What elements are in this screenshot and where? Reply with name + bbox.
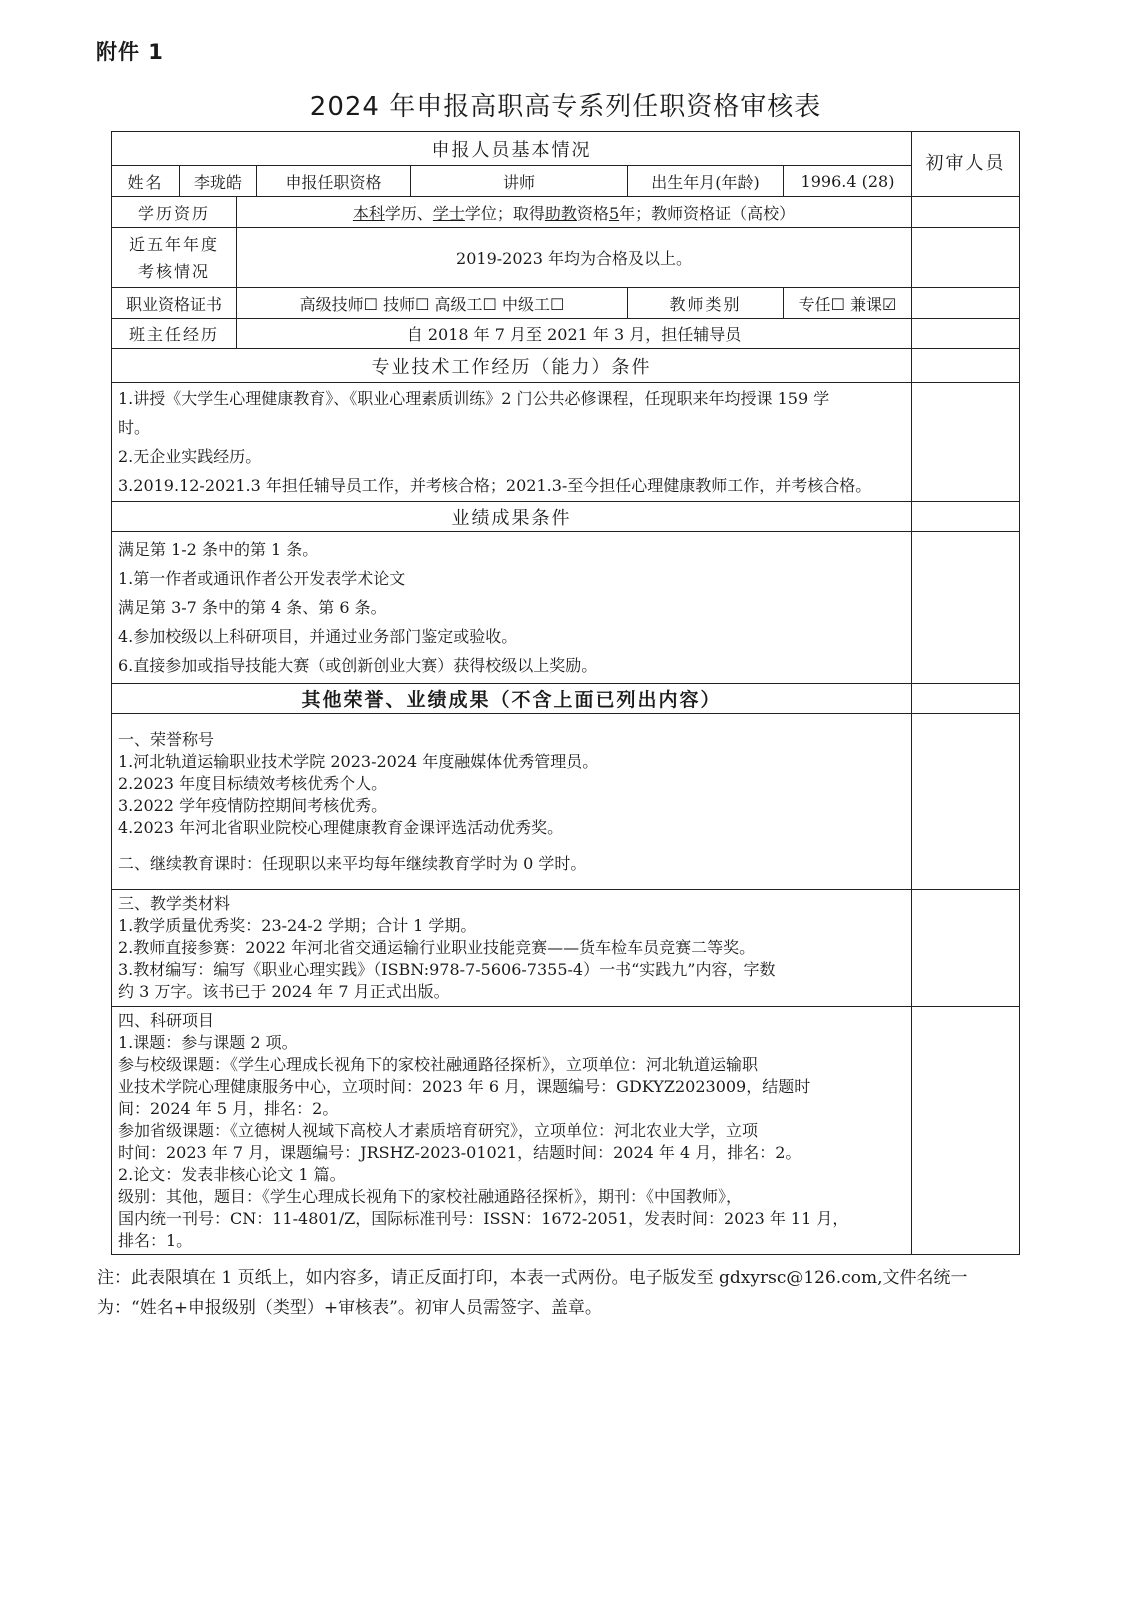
teacher-type-label: 教师类别 — [628, 288, 784, 319]
reviewer-cell-other-heading — [912, 684, 1020, 714]
head-teacher-value: 自 2018 年 7 月至 2021 年 3 月，担任辅导员 — [237, 319, 912, 349]
achievements-heading: 业绩成果条件 — [112, 502, 912, 532]
qualification-value: 讲师 — [411, 166, 628, 197]
basic-info-heading: 申报人员基本情况 — [112, 132, 912, 166]
education-value: 本科学历、学士学位；取得助教资格5年；教师资格证（高校） — [237, 197, 912, 228]
reviewer-cell-education — [912, 197, 1020, 228]
head-teacher-label: 班主任经历 — [112, 319, 237, 349]
reviewer-header: 初审人员 — [912, 132, 1020, 197]
reviewer-cell-work-heading — [912, 349, 1020, 383]
footnote: 注：此表限填在 1 页纸上，如内容多，请正反面打印，本表一式两份。电子版发至 gdxyrsc@126.com,文件名统一 为：“姓名+申报级别（类型）+审核表”。初审人员需签字、盖章。 — [97, 1268, 968, 1318]
assessment-value: 2019-2023 年均为合格及以上。 — [237, 228, 912, 288]
education-label: 学历资历 — [112, 197, 237, 228]
reviewer-cell-assessment — [912, 228, 1020, 288]
qualification-label: 申报任职资格 — [257, 166, 411, 197]
cert-options: 高级技师☐ 技师☐ 高级工☐ 中级工☐ — [237, 288, 628, 319]
birth-value: 1996.4 (28) — [784, 166, 912, 197]
assessment-label: 近五年年度 考核情况 — [112, 228, 237, 288]
document-title: 2024 年申报高职高专系列任职资格审核表 — [309, 92, 822, 122]
reviewer-cell-achievements — [912, 532, 1020, 684]
reviewer-cell-teaching — [912, 890, 1020, 1007]
attachment-label: 附件 1 — [96, 40, 164, 64]
other-heading: 其他荣誉、业绩成果（不含上面已列出内容） — [112, 684, 912, 714]
qualification-review-form — [111, 131, 1020, 1255]
reviewer-cell-honors — [912, 714, 1020, 890]
name-value: 李珑皓 — [180, 166, 257, 197]
cert-label: 职业资格证书 — [112, 288, 237, 319]
honors-and-education-body: 一、荣誉称号 1.河北轨道运输职业技术学院 2023-2024 年度融媒体优秀管理员。 2.2023 年度目标绩效考核优秀个人。 3.2022 学年疫情防控期间考核优秀。 4.2023 年河北省职业院校心理健康教育金课评选活动优秀奖。 二、继续教育课时：任现职以来平均每年继续教育学时为 0 学时。 — [112, 714, 912, 890]
work-experience-body: 1.讲授《大学生心理健康教育》、《职业心理素质训练》2 门公共必修课程，任现职来年均授课 159 学 时。 2.无企业实践经历。 3.2019.12-2021.3 年担任辅导员工作，并考核合格；2021.3-至今担任心理健康教师工作，并考核合格。 — [112, 383, 912, 502]
achievements-body: 满足第 1-2 条中的第 1 条。 1.第一作者或通讯作者公开发表学术论文 满足第 3-7 条中的第 4 条、第 6 条。 4.参加校级以上科研项目，并通过业务部门鉴定或验收。 6.直接参加或指导技能大赛（或创新创业大赛）获得校级以上奖励。 — [112, 532, 912, 684]
reviewer-cell-work — [912, 383, 1020, 502]
birth-label: 出生年月(年龄) — [628, 166, 784, 197]
teaching-materials-body: 三、教学类材料 1.教学质量优秀奖：23-24-2 学期；合计 1 学期。 2.教师直接参赛：2022 年河北省交通运输行业职业技能竞赛——货车检车员竞赛二等奖。 3.教材编写：编写《职业心理实践》（ISBN:978-7-5606-7355-4）一书“实践九”内容，字数 约 3 万字。该书已于 2024 年 7 月正式出版。 — [112, 890, 912, 1007]
teacher-type-options: 专任☐ 兼课☑ — [784, 288, 912, 319]
reviewer-cell-cert — [912, 288, 1020, 319]
reviewer-cell-achievements-heading — [912, 502, 1020, 532]
name-label: 姓名 — [112, 166, 180, 197]
reviewer-cell-research — [912, 1007, 1020, 1255]
work-experience-heading: 专业技术工作经历（能力）条件 — [112, 349, 912, 383]
reviewer-cell-head-teacher — [912, 319, 1020, 349]
research-projects-body: 四、科研项目 1.课题：参与课题 2 项。 参与校级课题：《学生心理成长视角下的家校社融通路径探析》，立项单位：河北轨道运输职 业技术学院心理健康服务中心，立项时间：2023 年 6 月，课题编号：GDKYZ2023009，结题时 间：2024 年 5 月，排名：2。 参加省级课题：《立德树人视域下高校人才素质培育研究》，立项单位：河北农业大学，立项 时间：2023 年 7 月，课题编号：JRSHZ-2023-01021，结题时间：2024 年 4 月，排名：2。 2.论文：发表非核心论文 1 篇。 级别：其他，题目：《学生心理成长视角下的家校社融通路径探析》，期刊：《中国教师》， 国内统一刊号：CN：11-4801/Z，国际标准刊号：ISSN：1672-2051，发表时间：2023 年 11 月， 排名：1。 — [112, 1007, 912, 1255]
